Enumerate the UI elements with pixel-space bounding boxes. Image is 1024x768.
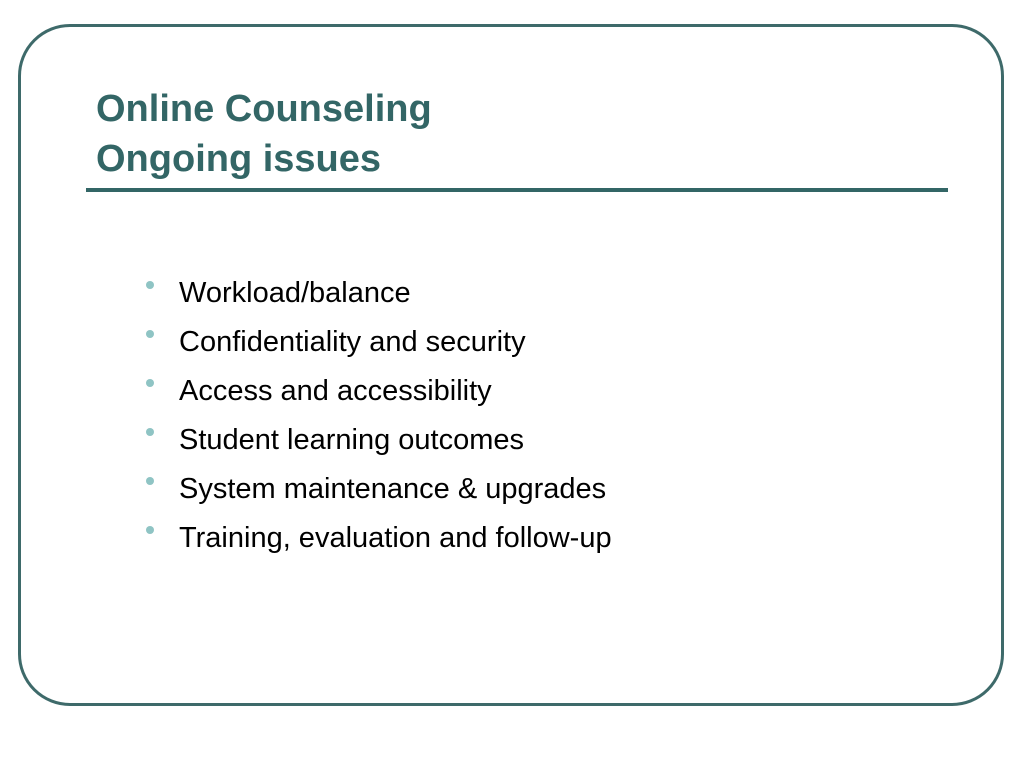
bullet-icon bbox=[146, 330, 154, 338]
title-line-2: Ongoing issues bbox=[96, 138, 382, 180]
bullet-item bbox=[146, 370, 612, 419]
bullet-item bbox=[146, 272, 612, 321]
bullet-text: Confidentiality and security bbox=[179, 326, 526, 358]
bullet-icon bbox=[146, 428, 154, 436]
bullet-text: Student learning outcomes bbox=[179, 424, 524, 456]
bullet-item bbox=[146, 517, 612, 566]
bullet-list bbox=[146, 272, 612, 566]
bullet-icon bbox=[146, 281, 154, 289]
bullet-text: Workload/balance bbox=[179, 277, 411, 309]
title-divider bbox=[86, 188, 948, 192]
title-line-1: Online Counseling bbox=[96, 88, 432, 130]
bullet-text: Training, evaluation and follow-up bbox=[179, 522, 612, 554]
bullet-text: System maintenance & upgrades bbox=[179, 473, 607, 505]
bullet-icon bbox=[146, 477, 154, 485]
bullet-icon bbox=[146, 379, 154, 387]
bullet-text: Access and accessibility bbox=[179, 375, 492, 407]
bullet-item bbox=[146, 419, 612, 468]
bullet-icon bbox=[146, 526, 154, 534]
bullet-item bbox=[146, 321, 612, 370]
bullet-item bbox=[146, 468, 612, 517]
slide-title bbox=[96, 84, 432, 184]
